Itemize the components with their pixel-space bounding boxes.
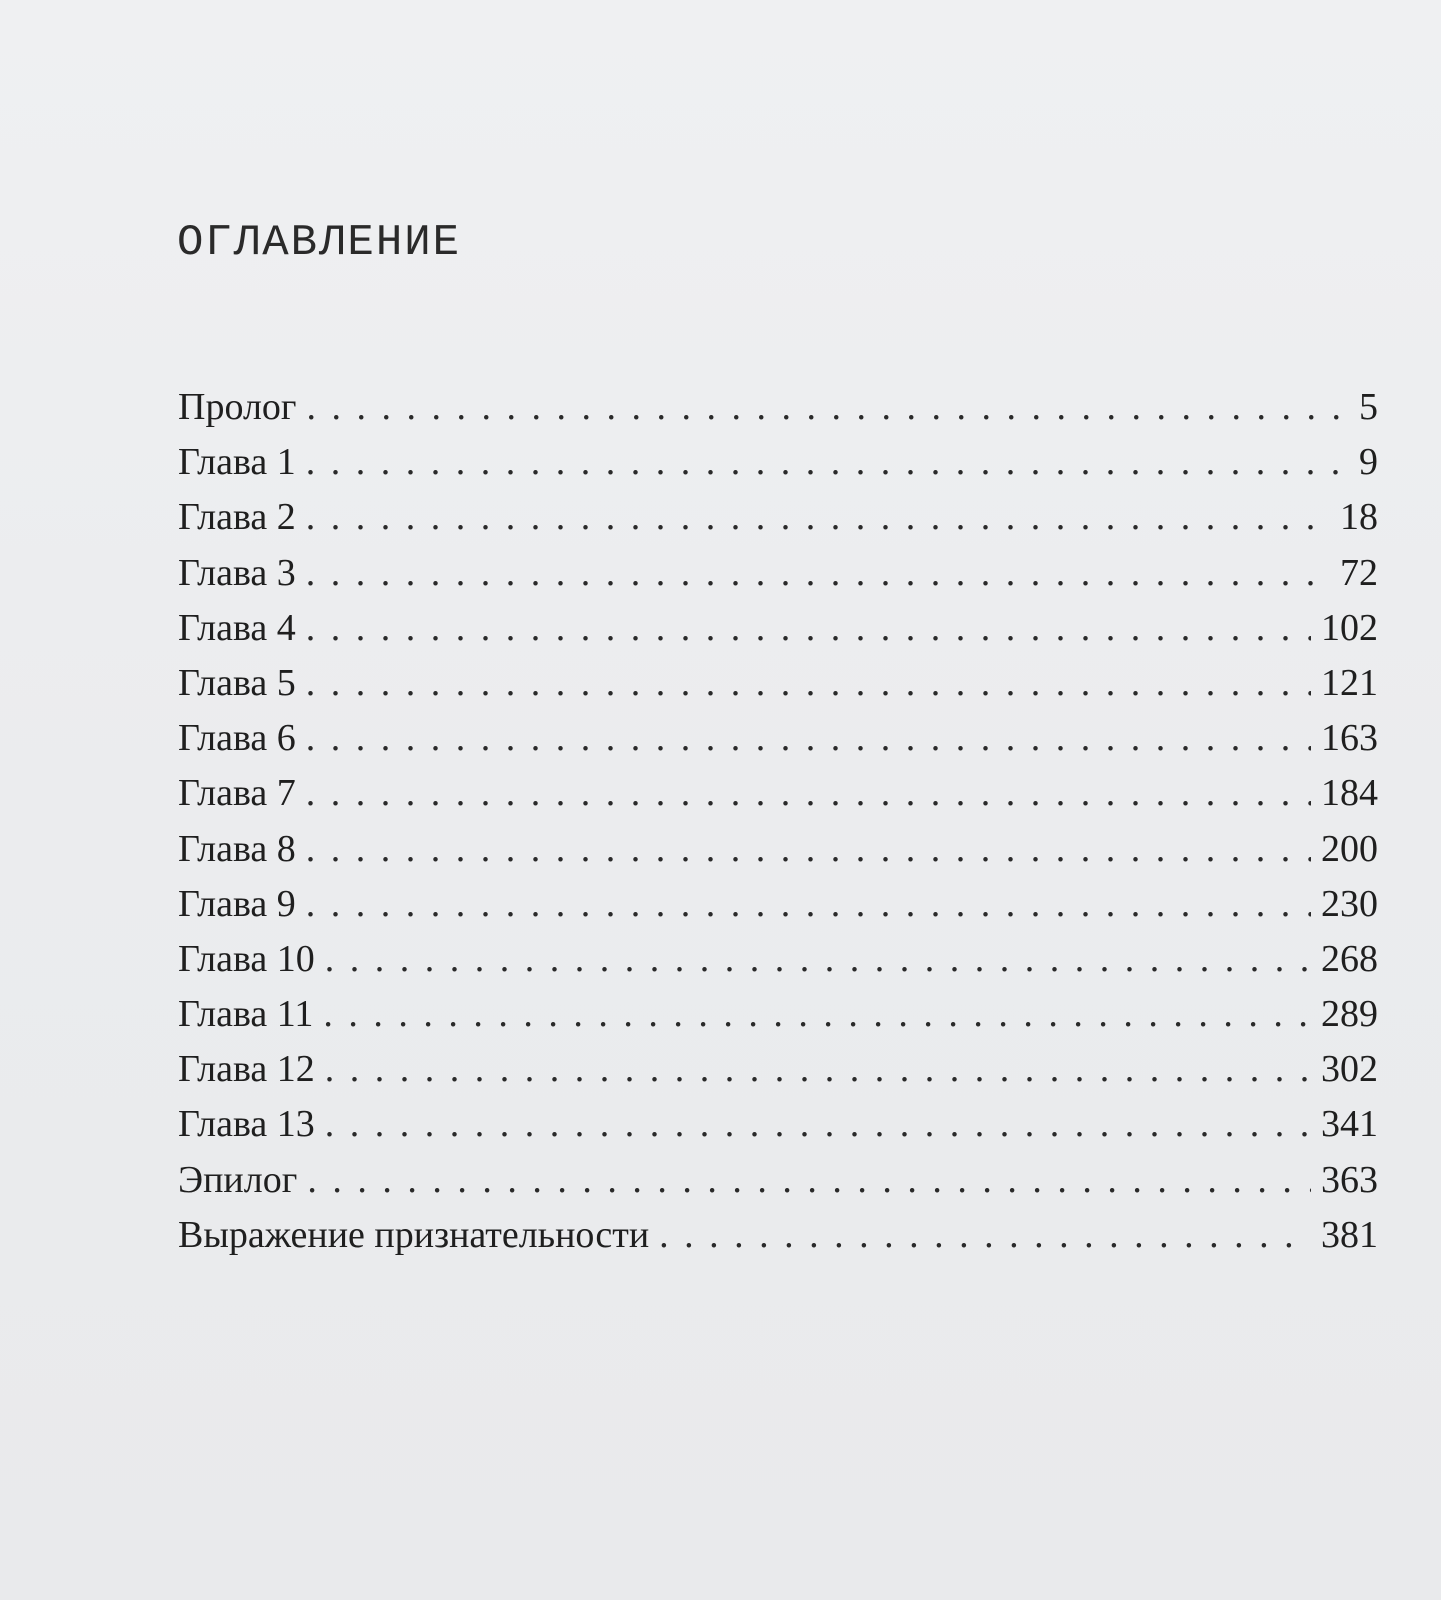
toc-leader-dots — [306, 435, 1349, 490]
toc-entry[interactable] — [178, 546, 1378, 601]
toc-entry[interactable] — [178, 932, 1378, 987]
toc-entry[interactable] — [178, 766, 1378, 821]
toc-entry[interactable] — [178, 1097, 1378, 1152]
toc-entry[interactable] — [178, 656, 1378, 711]
toc-leader-dots — [306, 766, 1311, 821]
toc-entry-label: Глава 12 — [178, 1048, 315, 1091]
toc-entry-page: 302 — [1321, 1048, 1378, 1091]
toc-entry-label: Глава 11 — [178, 993, 314, 1036]
toc-entry-page: 5 — [1359, 386, 1378, 428]
toc-entry-page: 289 — [1321, 993, 1378, 1036]
toc-entry[interactable] — [178, 1042, 1378, 1097]
toc-leader-dots — [323, 987, 1311, 1042]
toc-entry-label: Глава 8 — [178, 827, 296, 870]
toc-leader-dots — [325, 932, 1311, 987]
toc-entry-page: 363 — [1321, 1158, 1378, 1201]
toc-entry[interactable] — [178, 601, 1378, 656]
toc-entry-label: Глава 3 — [178, 551, 296, 594]
toc-entry-page: 102 — [1321, 606, 1378, 649]
toc-leader-dots — [306, 822, 1311, 877]
toc-leader-dots — [307, 1153, 1311, 1208]
toc-entry-page: 341 — [1321, 1103, 1378, 1146]
toc-entry-label: Глава 7 — [178, 772, 296, 815]
table-of-contents — [178, 380, 1378, 1263]
page-title: ОГЛАВЛЕНИЕ — [177, 218, 462, 268]
toc-entry-page: 18 — [1340, 496, 1378, 539]
toc-leader-dots — [306, 546, 1330, 601]
toc-entry[interactable] — [178, 490, 1378, 545]
toc-entry[interactable] — [178, 711, 1378, 766]
toc-entry-page: 268 — [1321, 937, 1378, 980]
toc-entry[interactable] — [178, 877, 1378, 932]
toc-leader-dots — [306, 490, 1330, 545]
toc-entry[interactable] — [178, 822, 1378, 877]
toc-leader-dots — [306, 877, 1311, 932]
toc-entry-label: Пролог — [178, 386, 297, 428]
toc-entry[interactable] — [178, 435, 1378, 490]
toc-entry-page: 184 — [1321, 772, 1378, 815]
toc-entry-label: Глава 10 — [178, 937, 315, 980]
toc-entry-page: 230 — [1321, 882, 1378, 925]
toc-leader-dots — [307, 380, 1350, 435]
toc-entry-page: 163 — [1321, 717, 1378, 760]
toc-entry[interactable] — [178, 380, 1378, 435]
toc-entry-label: Глава 1 — [178, 441, 296, 484]
toc-entry-page: 121 — [1321, 661, 1378, 704]
toc-entry[interactable] — [178, 1208, 1378, 1263]
toc-entry-label: Эпилог — [178, 1158, 298, 1201]
toc-entry-page: 381 — [1321, 1213, 1378, 1256]
toc-entry[interactable] — [178, 987, 1378, 1042]
toc-entry-label: Глава 9 — [178, 882, 296, 925]
toc-leader-dots — [325, 1042, 1311, 1097]
toc-leader-dots — [325, 1097, 1311, 1152]
toc-leader-dots — [659, 1208, 1311, 1263]
toc-entry-page: 9 — [1359, 441, 1378, 484]
toc-entry-label: Глава 13 — [178, 1103, 315, 1146]
toc-entry[interactable] — [178, 1153, 1378, 1208]
toc-entry-label: Глава 5 — [178, 661, 296, 704]
toc-entry-page: 72 — [1340, 551, 1378, 594]
toc-entry-label: Глава 4 — [178, 606, 296, 649]
toc-leader-dots — [306, 656, 1311, 711]
toc-entry-label: Выражение признательности — [178, 1213, 650, 1256]
toc-leader-dots — [306, 601, 1311, 656]
toc-entry-label: Глава 2 — [178, 496, 296, 539]
toc-entry-page: 200 — [1321, 827, 1378, 870]
toc-entry-label: Глава 6 — [178, 717, 296, 760]
toc-leader-dots — [306, 711, 1311, 766]
